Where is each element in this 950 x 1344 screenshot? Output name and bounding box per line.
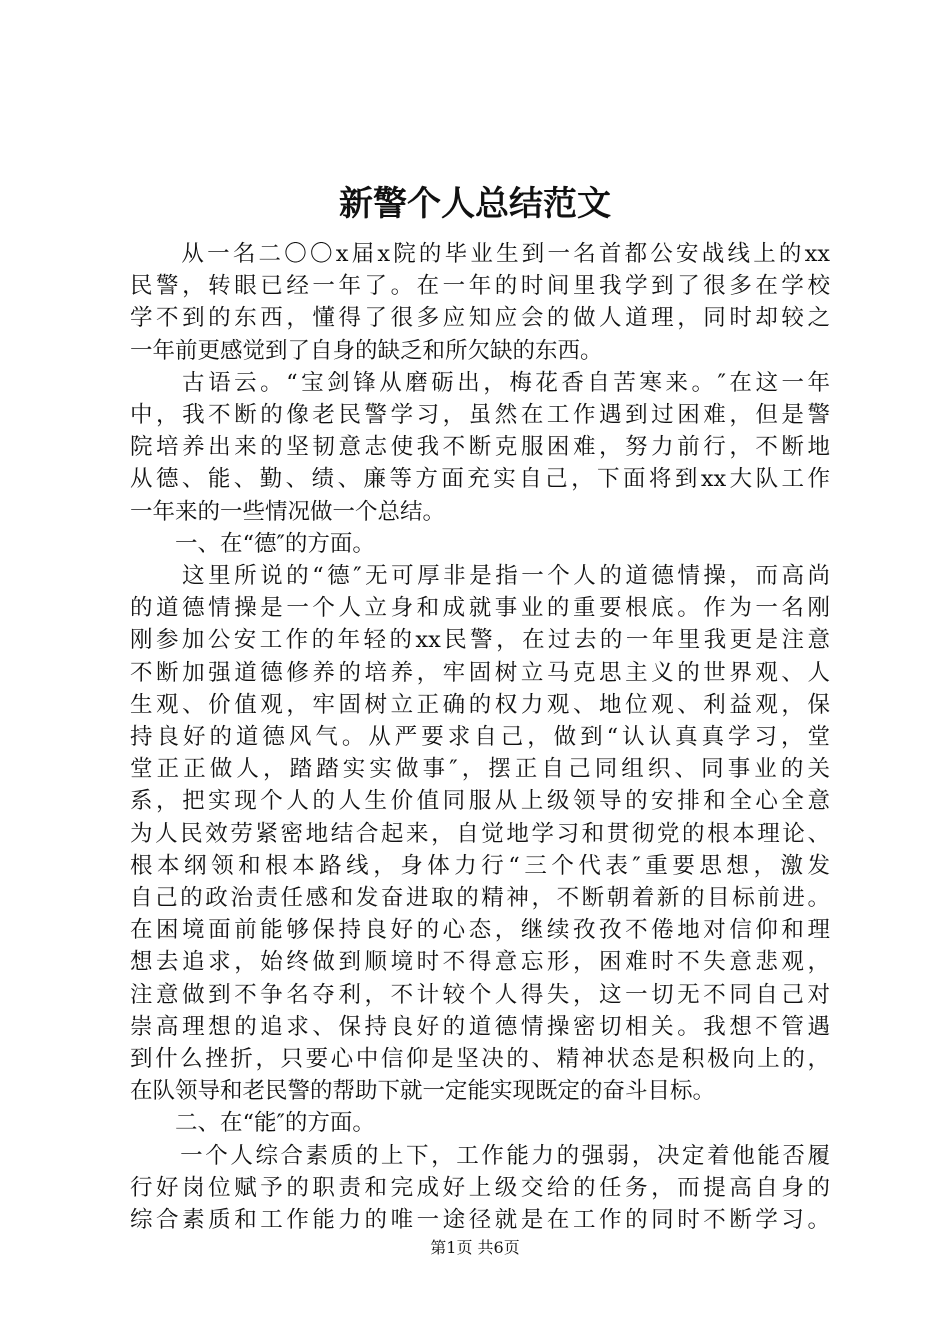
text-line: 古语云。“宝剑锋从磨砺出，梅花香自苦寒来。″在这一年 [130, 369, 830, 396]
page-footer: 第1页 共6页 [430, 1238, 520, 1257]
document-body [130, 238, 830, 1236]
text-line: 想去追求，始终做到顺境时不得意忘形，困难时不失意悲观， [130, 949, 830, 976]
text-line: 二、在“能″的方面。 [130, 1110, 375, 1137]
text-line: 从一名二〇〇x届x院的毕业生到一名首都公安战线上的xx [130, 241, 830, 267]
text-line: 自己的政治责任感和发奋进取的精神，不断朝着新的目标前进。 [130, 885, 830, 912]
text-line: 在队领导和老民警的帮助下就一定能实现既定的奋斗目标。 [130, 1078, 716, 1105]
text-line: 综合素质和工作能力的唯一途径就是在工作的同时不断学习。 [130, 1207, 830, 1234]
text-line: 到什么挫折，只要心中信仰是坚决的、精神状态是积极向上的， [130, 1046, 830, 1073]
text-line: 一年来的一些情况做一个总结。 [130, 498, 446, 525]
text-line: 刚参加公安工作的年轻的xx民警，在过去的一年里我更是注意 [130, 627, 830, 654]
text-line: 根本纲领和根本路线，身体力行“三个代表″重要思想，激发 [130, 852, 830, 879]
text-line: 一个人综合素质的上下，工作能力的强弱，决定着他能否履 [130, 1142, 830, 1169]
text-line: 一年前更感觉到了自身的缺乏和所欠缺的东西。 [130, 337, 603, 364]
text-line: 为人民效劳紧密地结合起来，自觉地学习和贯彻党的根本理论、 [130, 820, 830, 847]
text-line: 堂正正做人，踏踏实实做事″，摆正自己同组织、同事业的关 [130, 756, 830, 783]
text-line: 学不到的东西，懂得了很多应知应会的做人道理，同时却较之 [130, 305, 830, 332]
text-line: 这里所说的“德″无可厚非是指一个人的道德情操，而高尚 [130, 563, 830, 590]
text-line: 从德、能、勤、绩、廉等方面充实自己，下面将到xx大队工作 [130, 466, 830, 493]
text-line: 的道德情操是一个人立身和成就事业的重要根底。作为一名刚 [130, 595, 830, 622]
text-line: 行好岗位赋予的职责和完成好上级交给的任务，而提高自身的 [130, 1174, 830, 1201]
text-line: 民警，转眼已经一年了。在一年的时间里我学到了很多在学校 [130, 273, 830, 300]
text-line: 中，我不断的像老民警学习，虽然在工作遇到过困难，但是警 [130, 402, 830, 429]
text-line: 系，把实现个人的人生价值同服从上级领导的安排和全心全意 [130, 788, 830, 815]
text-line: 不断加强道德修养的培养，牢固树立马克思主义的世界观、人 [130, 659, 830, 686]
text-line: 持良好的道德风气。从严要求自己，做到“认认真真学习，堂 [130, 724, 830, 751]
text-line: 生观、价值观，牢固树立正确的权力观、地位观、利益观，保 [130, 691, 830, 718]
text-line: 院培养出来的坚韧意志使我不断克服困难，努力前行，不断地 [130, 434, 830, 461]
text-line: 崇高理想的追求、保持良好的道德情操密切相关。我想不管遇 [130, 1013, 830, 1040]
text-line: 注意做到不争名夺利，不计较个人得失，这一切无不同自己对 [130, 981, 830, 1008]
document-title: 新警个人总结范文 [339, 184, 611, 224]
text-line: 在困境面前能够保持良好的心态，继续孜孜不倦地对信仰和理 [130, 917, 830, 944]
text-line: 一、在“德″的方面。 [130, 530, 375, 557]
